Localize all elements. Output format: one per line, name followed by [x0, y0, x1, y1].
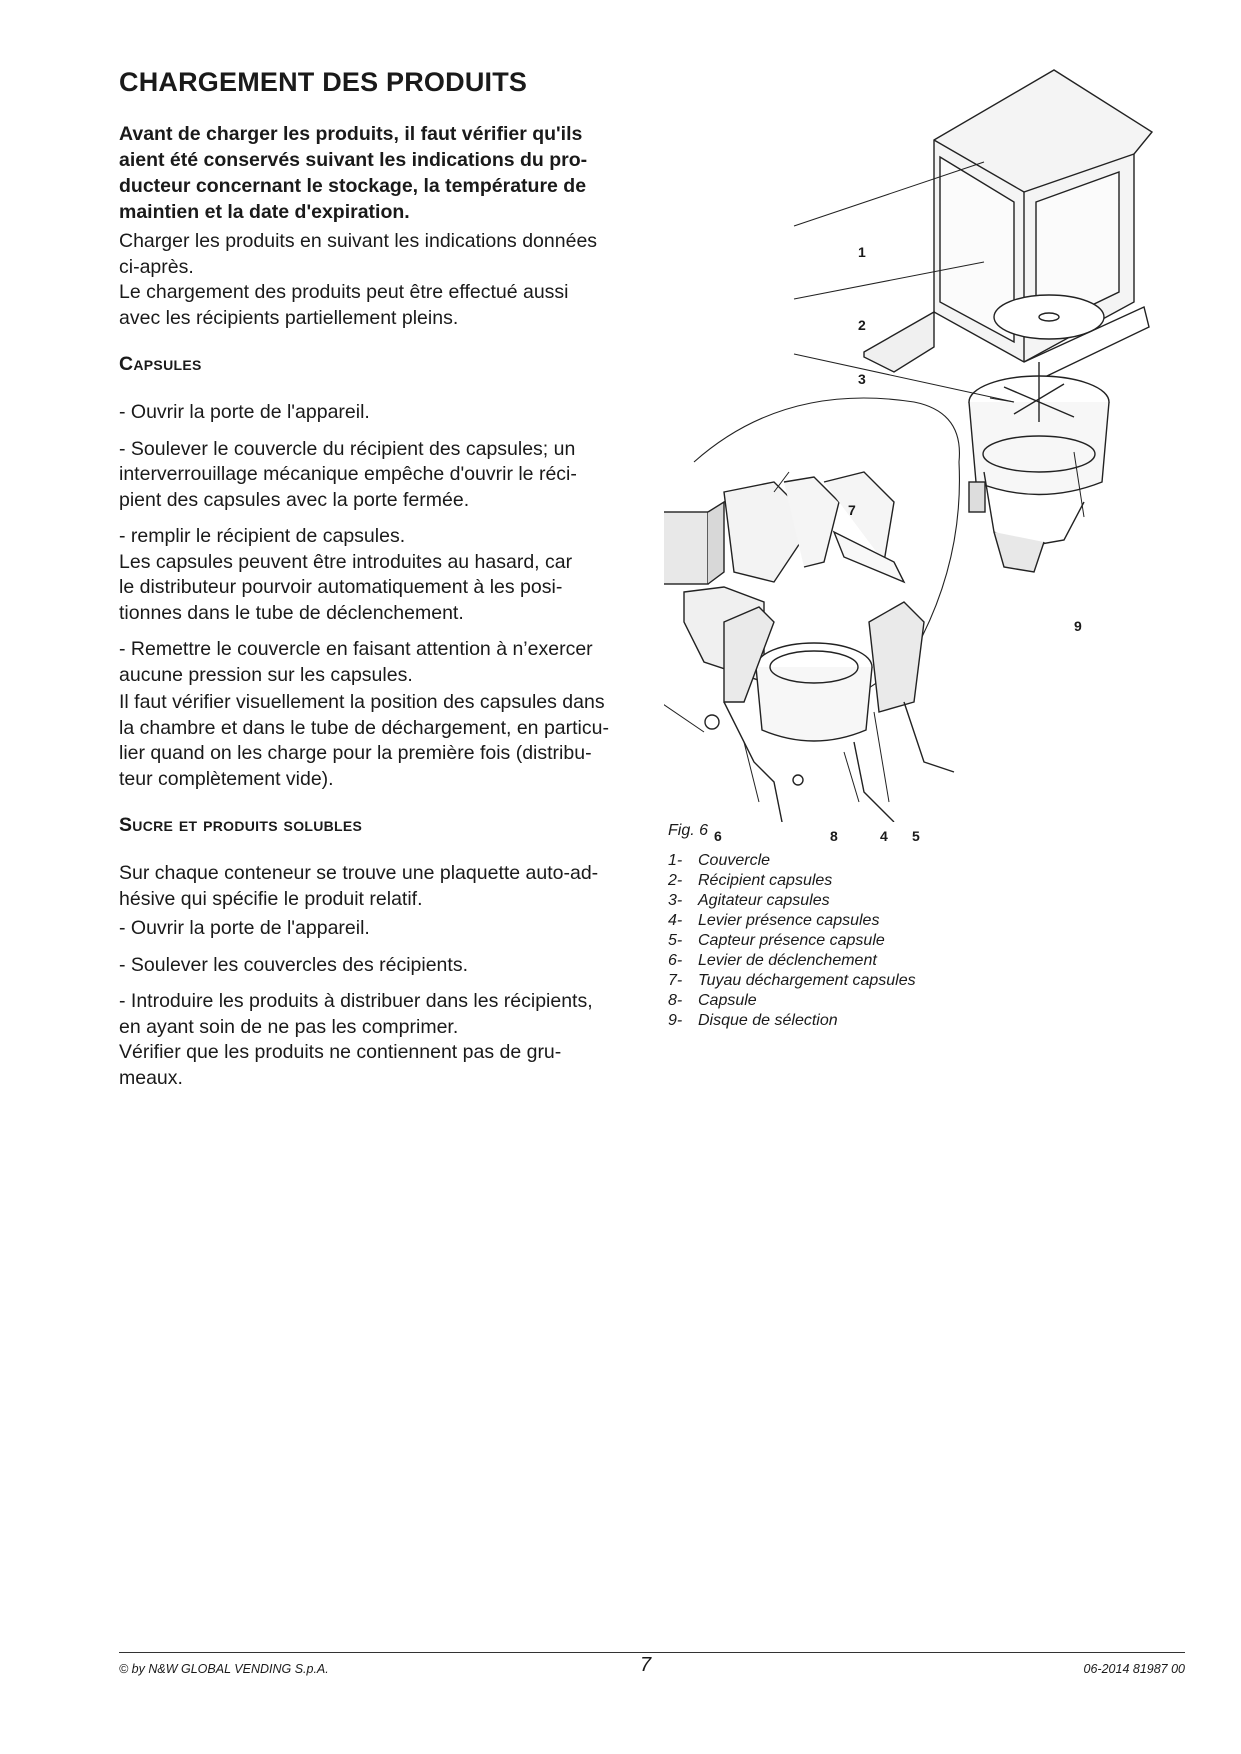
legend-label: Levier présence capsules: [698, 912, 880, 929]
footer-divider: [119, 1652, 1185, 1653]
legend-label: Tuyau déchargement capsules: [698, 972, 916, 989]
sucre-intro: [119, 861, 639, 912]
list-item-line: interverrouillage mécanique empêche d'ouvrir le réci-: [119, 463, 577, 485]
intro-line: maintien et la date d'expiration.: [119, 201, 410, 223]
legend-label: Couvercle: [698, 852, 771, 869]
legend-item: [668, 971, 916, 991]
paragraph-line: teur complètement vide).: [119, 767, 334, 790]
callout-1: 1: [858, 244, 866, 260]
callout-3: 3: [858, 371, 866, 387]
legend-label: Récipient capsules: [698, 872, 833, 889]
list-item-line: tionnes dans le tube de déclenchement.: [119, 601, 464, 624]
list-item-line: - Ouvrir la porte de l'appareil.: [119, 917, 370, 939]
callout-8: 8: [830, 828, 838, 844]
list-item: [119, 953, 639, 979]
intro-line: Avant de charger les produits, il faut vérifier qu'ils: [119, 123, 583, 145]
intro-paragraph: [119, 229, 639, 331]
paragraph-line: Il faut vérifier visuellement la position des capsules dans: [119, 691, 605, 713]
container-unit: [864, 70, 1152, 572]
list-item: [119, 989, 639, 1091]
paragraph-line: avec les récipients partiellement pleins.: [119, 306, 459, 329]
list-item-line: le distributeur pourvoir automatiquement à les posi-: [119, 576, 563, 598]
page-title: CHARGEMENT DES PRODUITS: [119, 67, 528, 97]
legend-item: [668, 931, 916, 951]
list-item-line: - Ouvrir la porte de l'appareil.: [119, 401, 370, 423]
list-item-line: - Soulever les couvercles des récipients.: [119, 953, 468, 976]
legend-label: Agitateur capsules: [698, 892, 830, 909]
list-item-line: Les capsules peuvent être introduites au hasard, car: [119, 550, 573, 573]
list-item: [119, 524, 639, 626]
legend-label: Capsule: [698, 992, 757, 1009]
legend-number: 4-: [668, 912, 683, 929]
legend-number: 1-: [668, 852, 683, 869]
callout-7: 7: [848, 502, 856, 518]
list-item-line: aucune pression sur les capsules.: [119, 663, 413, 686]
sucre-steps: [119, 916, 639, 1091]
legend-number: 8-: [668, 992, 683, 1009]
figure-caption: Fig. 6: [668, 822, 709, 839]
legend-label: Levier de déclenchement: [698, 952, 877, 969]
discharge-mechanism-detail: [664, 472, 954, 822]
legend-item: [668, 891, 916, 911]
legend-item: [668, 1011, 916, 1031]
legend-item: [668, 871, 916, 891]
list-item-line: - Remettre le couvercle en faisant attention à n’exercer: [119, 638, 593, 660]
legend-number: 7-: [668, 972, 683, 989]
list-item-line: - Soulever le couvercle du récipient des capsules; un: [119, 437, 576, 460]
list-item: [119, 400, 639, 426]
list-item-line: - Introduire les produits à distribuer dans les récipients,: [119, 990, 593, 1012]
section-heading-capsules: Capsules: [119, 353, 202, 375]
legend-number: 3-: [668, 892, 683, 909]
list-item-line: en ayant soin de ne pas les comprimer.: [119, 1015, 459, 1038]
paragraph-line: la chambre et dans le tube de déchargement, en particu-: [119, 716, 609, 739]
document-reference: 06-2014 81987 00: [1083, 1662, 1185, 1676]
intro-line: aient été conservés suivant les indications du pro-: [119, 149, 588, 171]
legend-number: 5-: [668, 932, 683, 949]
legend-number: 9-: [668, 1012, 683, 1029]
page-number: 7: [640, 1654, 652, 1676]
paragraph-line: Le chargement des produits peut être effectué aussi: [119, 281, 569, 303]
list-item-line: Vérifier que les produits ne contiennent pas de gru-: [119, 1041, 562, 1063]
legend-number: 2-: [668, 872, 683, 889]
legend-item: [668, 951, 916, 971]
paragraph-line: Charger les produits en suivant les indications données: [119, 230, 598, 252]
capsules-steps: [119, 400, 639, 688]
callout-5: 5: [912, 828, 920, 844]
list-item: [119, 637, 639, 688]
intro-line: ducteur concernant le stockage, la température de: [119, 175, 587, 197]
footer-copyright: © by N&W GLOBAL VENDING S.p.A.: [119, 1662, 329, 1676]
intro-warning: [119, 121, 639, 225]
legend-label: Disque de sélection: [698, 1012, 838, 1029]
paragraph-line: lier quand on les charge pour la première fois (distribu-: [119, 742, 592, 764]
callout-4: 4: [880, 828, 888, 844]
list-item: [119, 916, 639, 942]
legend-item: [668, 991, 916, 1011]
section-heading-sucre: Sucre et produits solubles: [119, 814, 363, 836]
capsules-note: [119, 690, 639, 792]
legend-item: [668, 911, 916, 931]
legend-label: Capteur présence capsule: [698, 932, 885, 949]
list-item-line: meaux.: [119, 1066, 183, 1089]
callout-6: 6: [714, 828, 722, 844]
dispenser-drawing: [664, 62, 1184, 822]
figure-legend: [668, 851, 916, 1031]
legend-item: [668, 851, 916, 871]
paragraph-line: ci-après.: [119, 255, 194, 278]
list-item: [119, 437, 639, 514]
callout-9: 9: [1074, 618, 1082, 634]
callout-2: 2: [858, 317, 866, 333]
legend-number: 6-: [668, 952, 683, 969]
list-item-line: pient des capsules avec la porte fermée.: [119, 488, 470, 511]
list-item-line: - remplir le récipient de capsules.: [119, 525, 406, 547]
main-text-column: [119, 62, 639, 1102]
paragraph-line: Sur chaque conteneur se trouve une plaquette auto-ad-: [119, 862, 599, 884]
paragraph-line: hésive qui spécifie le produit relatif.: [119, 887, 423, 910]
